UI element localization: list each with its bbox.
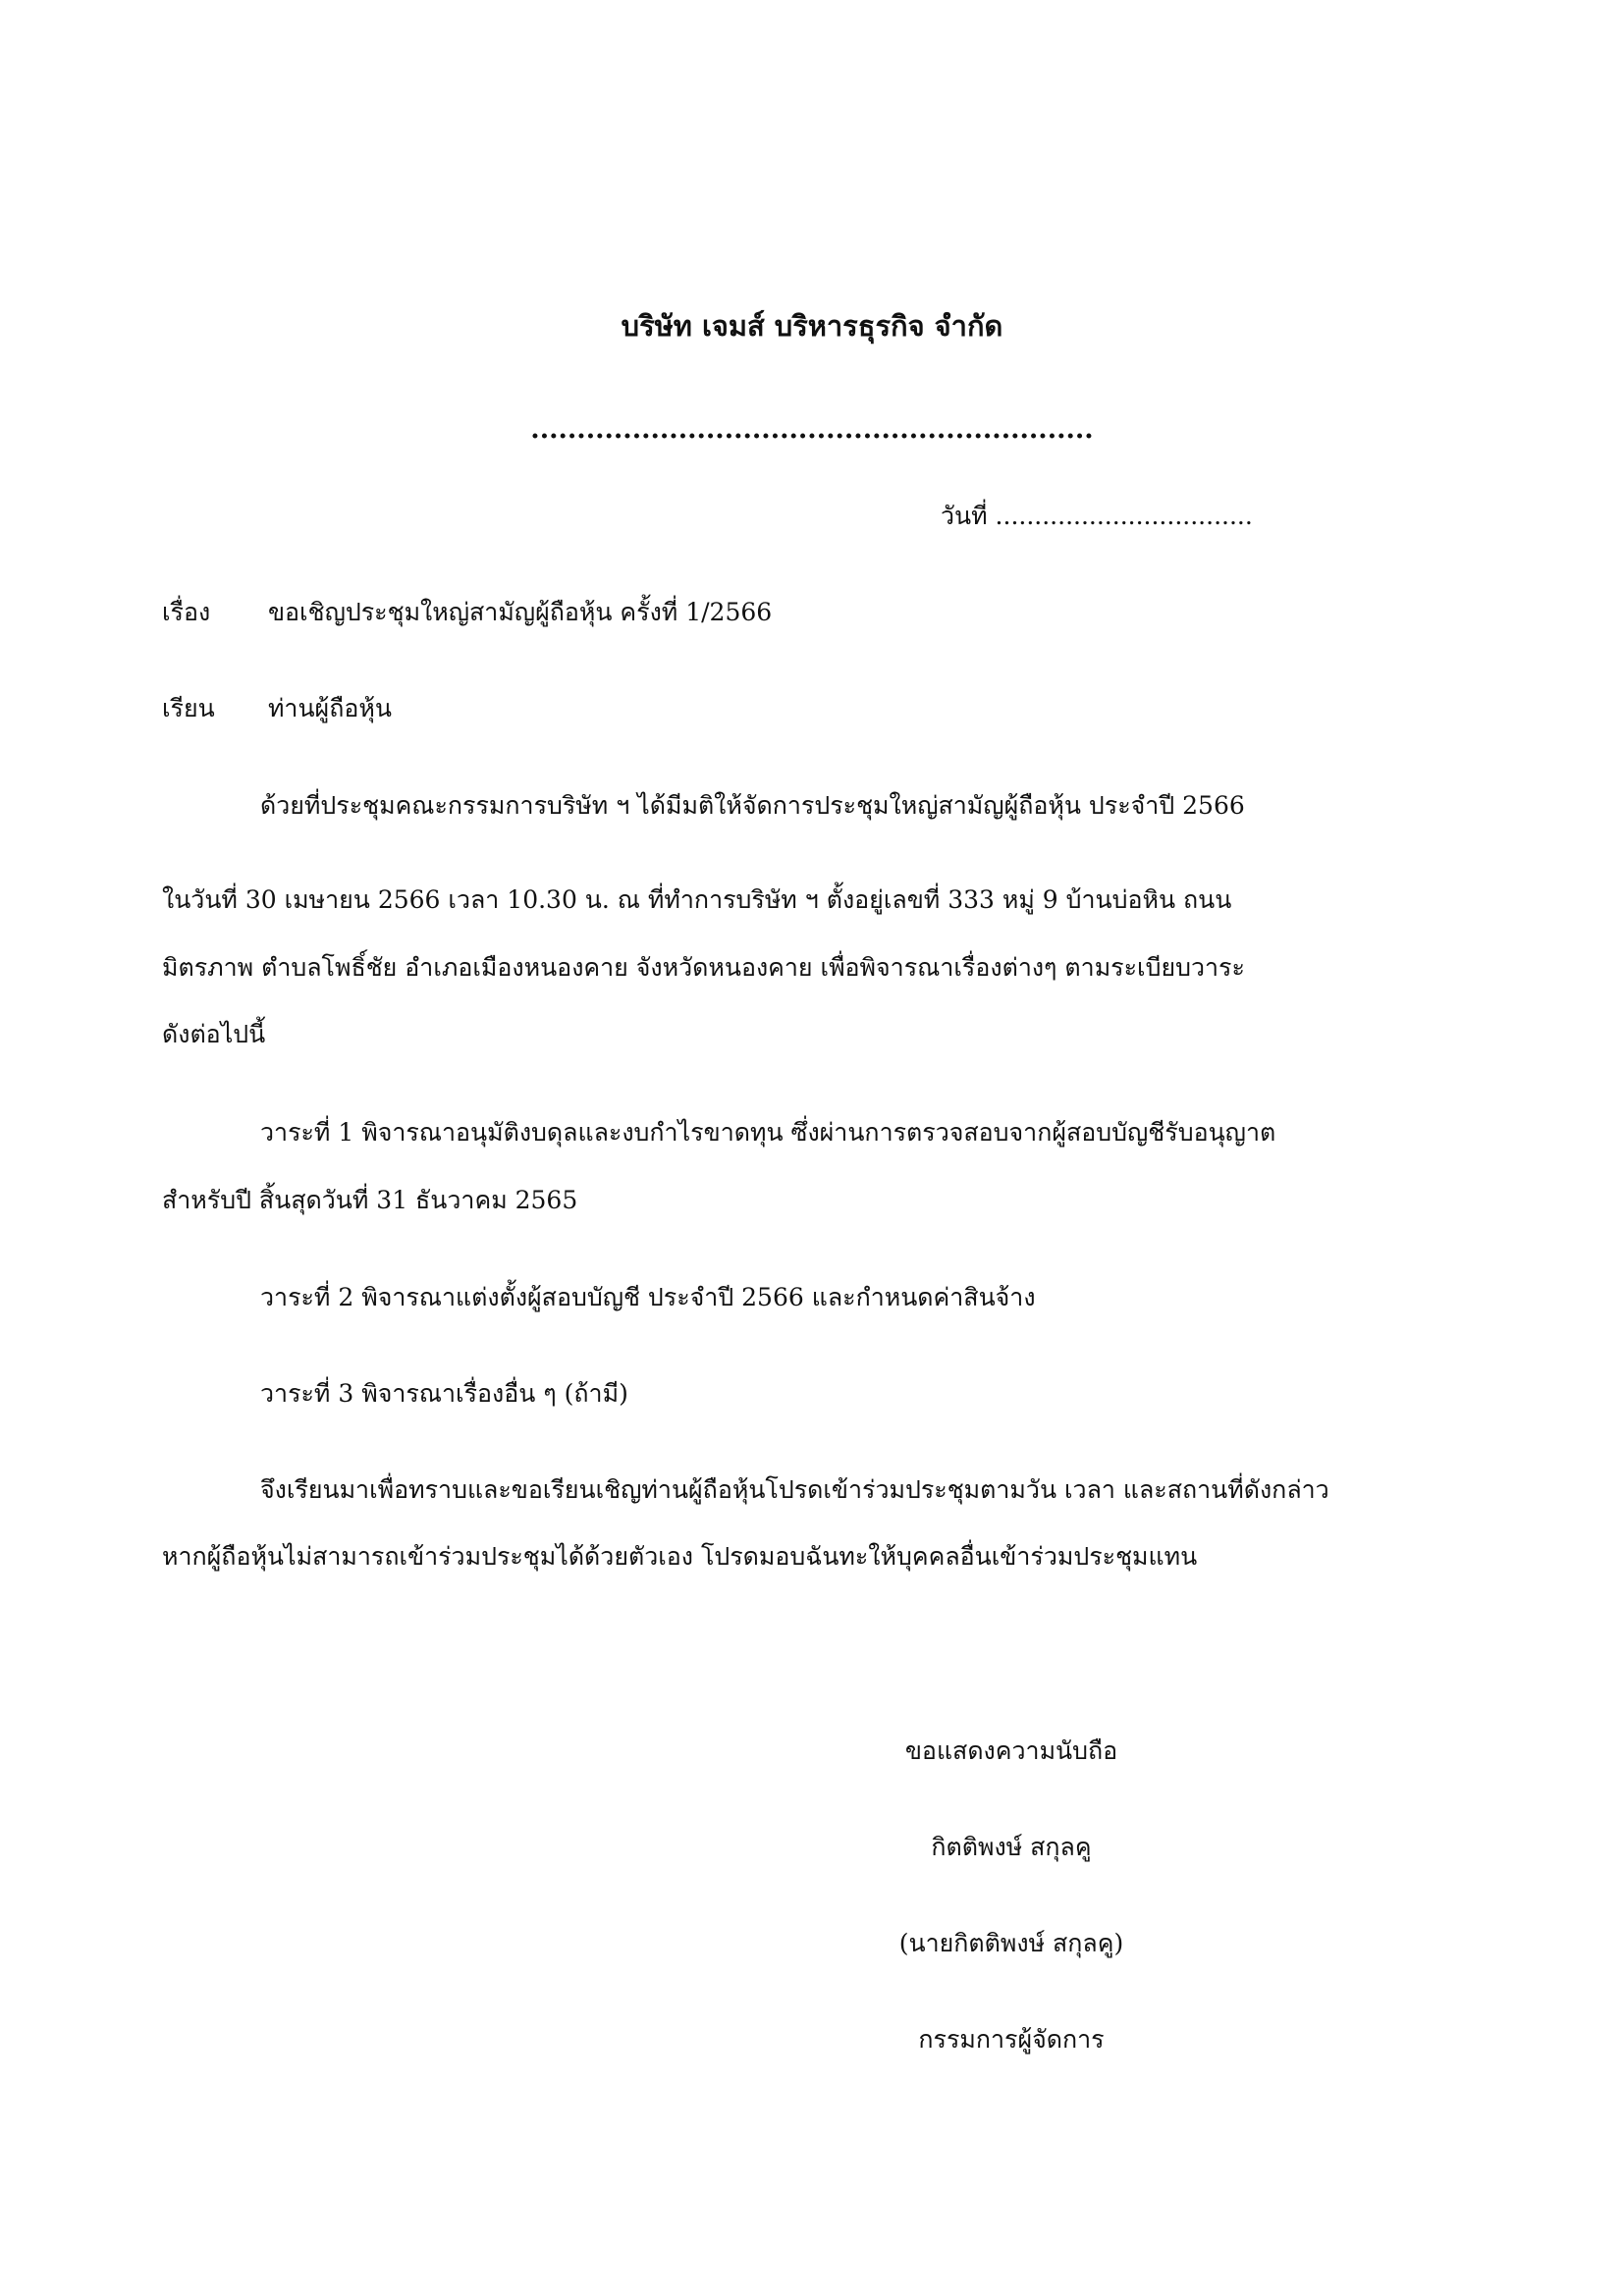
body-paragraph-1-line-1: ด้วยที่ประชุมคณะกรรมการบริษัท ฯ ได้มีมติให้จัดการประชุมใหญ่สามัญผู้ถือหุ้น ประจำปี 2566 — [260, 791, 1245, 820]
company-name: บริษัท เจมส์ บริหารธุรกิจ จำกัด — [621, 309, 1003, 343]
agenda-item-3: วาระที่ 3 พิจารณาเรื่องอื่น ๆ (ถ้ามี) — [260, 1379, 628, 1408]
address-dotted-line: ............................................................. — [530, 414, 1094, 445]
agenda-item-2: วาระที่ 2 พิจารณาแต่งตั้งผู้สอบบัญชี ประจำปี 2566 และกำหนดค่าสินจ้าง — [260, 1283, 1036, 1311]
signer-position: กรรมการผู้จัดการ — [918, 2025, 1105, 2054]
recipient-line — [162, 691, 392, 726]
subject-line — [162, 595, 772, 630]
body-paragraph-1-line-4: ดังต่อไปนี้ — [162, 1020, 266, 1048]
signer-full-name: (นายกิตติพงษ์ สกุลคู) — [898, 1929, 1124, 1957]
recipient-label: เรียน — [162, 694, 215, 722]
closing-line-1: จึงเรียนมาเพื่อทราบและขอเรียนเชิญท่านผู้ถือหุ้นโปรดเข้าร่วมประชุมตามวัน เวลา และสถานที่ดังกล่าว — [260, 1475, 1329, 1504]
body-paragraph-1-line-3: มิตรภาพ ตำบลโพธิ์ชัย อำเภอเมืองหนองคาย จังหวัดหนองคาย เพื่อพิจารณาเรื่องต่างๆ ตามระเบียบวาระ — [162, 953, 1245, 982]
subject-label: เรื่อง — [162, 598, 211, 626]
date-line: วันที่ ................................. — [941, 502, 1253, 530]
closing-line-2: หากผู้ถือหุ้นไม่สามารถเข้าร่วมประชุมได้ด้วยตัวเอง โปรดมอบฉันทะให้บุคคลอื่นเข้าร่วมประชุมแทน — [162, 1542, 1198, 1571]
closing-regards: ขอแสดงความนับถือ — [904, 1736, 1118, 1765]
recipient-text: ท่านผู้ถือหุ้น — [267, 694, 392, 722]
signed-name: กิตติพงษ์ สกุลคู — [931, 1833, 1092, 1861]
subject-text: ขอเชิญประชุมใหญ่สามัญผู้ถือหุ้น ครั้งที่ 1/2566 — [267, 598, 773, 626]
body-paragraph-1-line-2: ในวันที่ 30 เมษายน 2566 เวลา 10.30 น. ณ ที่ทำการบริษัท ฯ ตั้งอยู่เลขที่ 333 หมู่ 9 บ้านบ่อหิน ถนน — [162, 885, 1232, 914]
agenda-item-1-line-1: วาระที่ 1 พิจารณาอนุมัติงบดุลและงบกำไรขาดทุน ซึ่งผ่านการตรวจสอบจากผู้สอบบัญชีรับอนุญาต — [260, 1118, 1276, 1147]
agenda-item-1-line-2: สำหรับปี สิ้นสุดวันที่ 31 ธันวาคม 2565 — [162, 1186, 578, 1214]
